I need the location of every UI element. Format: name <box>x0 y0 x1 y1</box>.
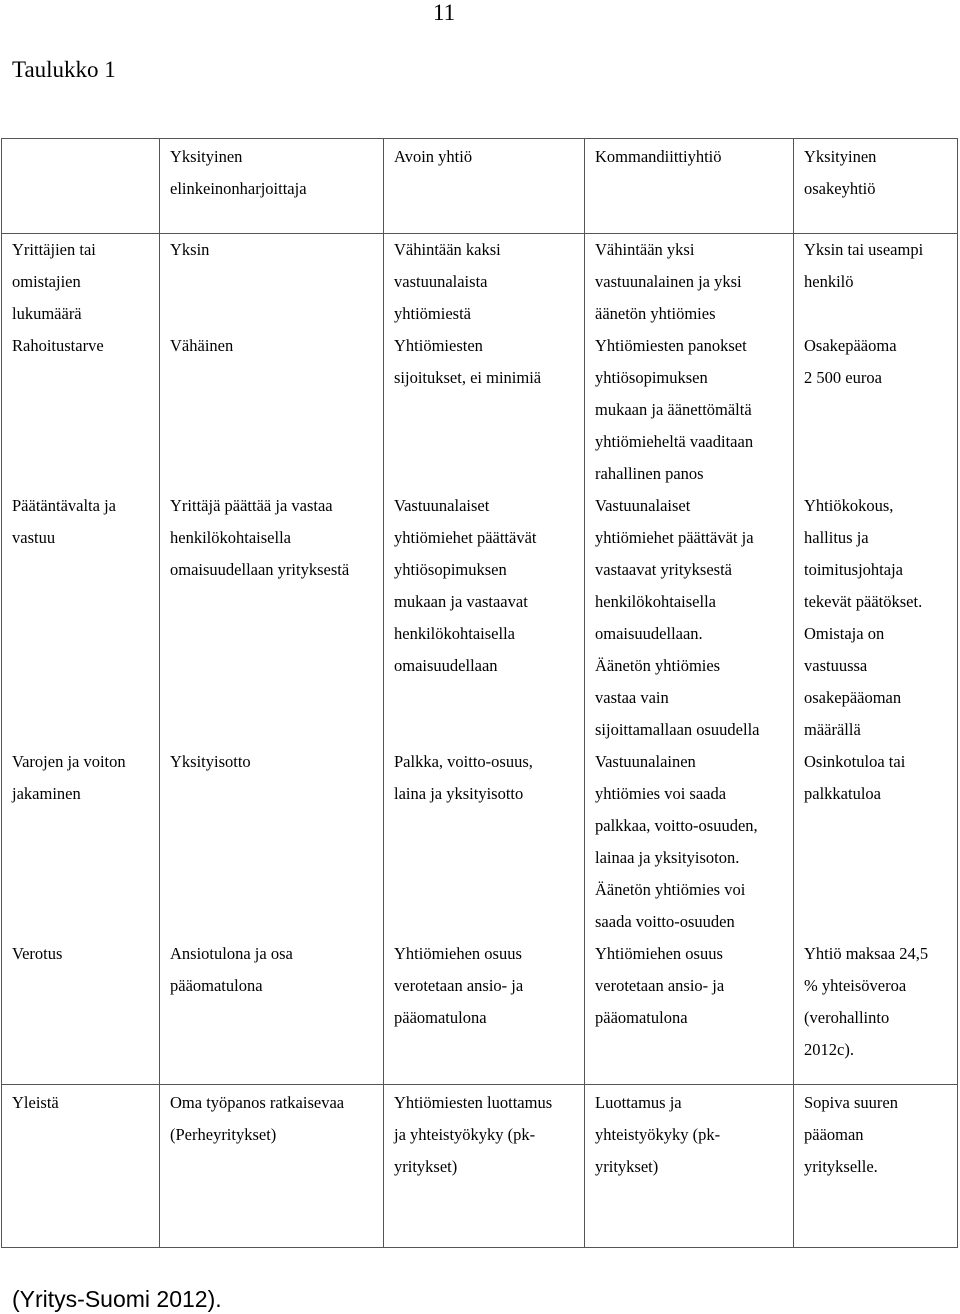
table-cell: Yksin <box>160 234 384 331</box>
table-cell: Vastuunalaiset yhtiömiehet päättävät ja vastaavat yrityksestä henkilökohtaisella omaisuudellaan. Äänetön yhtiömies vastaa vain sijoittamallaan osuudella <box>585 490 794 746</box>
table-row <box>2 234 958 331</box>
comparison-table <box>1 138 958 1248</box>
row-label: Päätäntävalta ja vastuu <box>2 490 160 746</box>
table-cell: Yhtiömiesten sijoitukset, ei minimiä <box>384 330 585 490</box>
header-cell-sole-trader: Yksityinen elinkeinonharjoittaja <box>160 139 384 234</box>
table-title: Taulukko 1 <box>12 57 116 82</box>
row-label: Varojen ja voiton jakaminen <box>2 746 160 938</box>
table-row <box>2 746 958 938</box>
table-cell: Vastuunalaiset yhtiömiehet päättävät yhtiösopimuksen mukaan ja vastaavat henkilökohtaisella omaisuudellaan <box>384 490 585 746</box>
table-cell: Vähintään kaksi vastuunalaista yhtiömiestä <box>384 234 585 331</box>
spacer-cell <box>585 1068 794 1085</box>
table-cell: Vähintään yksi vastuunalainen ja yksi äänetön yhtiömies <box>585 234 794 331</box>
table-cell: Vähäinen <box>160 330 384 490</box>
table-cell: Yksin tai useampi henkilö <box>794 234 958 331</box>
table-cell: Yhtiömiesten panokset yhtiösopimuksen mukaan ja äänettömältä yhtiömieheltä vaaditaan rahallinen panos <box>585 330 794 490</box>
table-row <box>2 330 958 490</box>
table-row <box>2 490 958 746</box>
row-label: Verotus <box>2 938 160 1068</box>
row-label: Yrittäjien tai omistajien lukumäärä <box>2 234 160 331</box>
table-header-row <box>2 139 958 234</box>
table-cell: Yrittäjä päättää ja vastaa henkilökohtaisella omaisuudellaan yrityksestä <box>160 490 384 746</box>
table-cell: Osinkotuloa tai palkkatuloa <box>794 746 958 938</box>
table-cell: Yhtiömiehen osuus verotetaan ansio- ja pääomatulona <box>384 938 585 1068</box>
table-cell: Yksityisotto <box>160 746 384 938</box>
table-row <box>2 938 958 1068</box>
row-label: Yleistä <box>2 1085 160 1248</box>
header-cell-limited-company: Yksityinen osakeyhtiö <box>794 139 958 234</box>
table-spacer-row <box>2 1068 958 1085</box>
spacer-cell <box>160 1068 384 1085</box>
table-cell: Yhtiökokous, hallitus ja toimitusjohtaja tekevät päätökset. Omistaja on vastuussa osakepääoman määrällä <box>794 490 958 746</box>
table-cell: Osakepääoma 2 500 euroa <box>794 330 958 490</box>
page-number: 11 <box>433 0 456 25</box>
source-note: (Yritys-Suomi 2012). <box>12 1286 222 1312</box>
header-cell-general-partnership: Avoin yhtiö <box>384 139 585 234</box>
header-cell-empty <box>2 139 160 234</box>
spacer-cell <box>2 1068 160 1085</box>
spacer-cell <box>794 1068 958 1085</box>
spacer-cell <box>384 1068 585 1085</box>
table-cell: Yhtiömiesten luottamus ja yhteistyökyky (pk- yritykset) <box>384 1085 585 1248</box>
row-label: Rahoitustarve <box>2 330 160 490</box>
table-cell: Vastuunalainen yhtiömies voi saada palkkaa, voitto-osuuden, lainaa ja yksityisoton. Äänetön yhtiömies voi saada voitto-osuuden <box>585 746 794 938</box>
table-row <box>2 1085 958 1248</box>
table-cell: Yhtiö maksaa 24,5 % yhteisöveroa (verohallinto 2012c). <box>794 938 958 1068</box>
table-cell: Ansiotulona ja osa pääomatulona <box>160 938 384 1068</box>
table-cell: Luottamus ja yhteistyökyky (pk- yritykset) <box>585 1085 794 1248</box>
table-cell: Sopiva suuren pääoman yritykselle. <box>794 1085 958 1248</box>
table-cell: Oma työpanos ratkaisevaa (Perheyritykset) <box>160 1085 384 1248</box>
table-cell: Yhtiömiehen osuus verotetaan ansio- ja pääomatulona <box>585 938 794 1068</box>
header-cell-limited-partnership: Kommandiittiyhtiö <box>585 139 794 234</box>
table-cell: Palkka, voitto-osuus, laina ja yksityisotto <box>384 746 585 938</box>
